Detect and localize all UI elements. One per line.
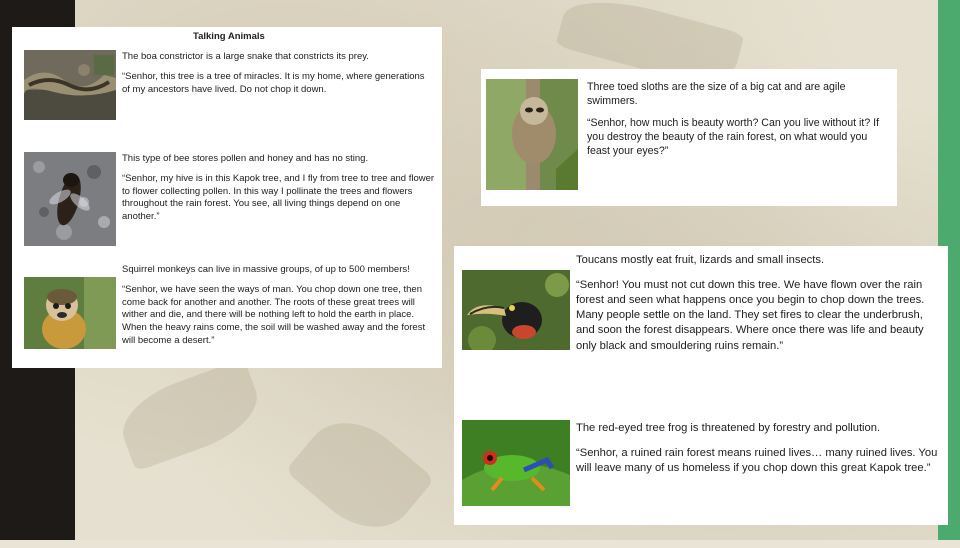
monkey-text [122, 264, 440, 355]
frog-quote: “Senhor, a ruined rain forest means ruined lives… many ruined lives. You will leave many of us homeless if you chop down this great Kapok tree.” [576, 447, 938, 475]
toucan-text [576, 253, 942, 361]
squirrel-monkey-photo [24, 277, 116, 349]
stingless-bee-photo [24, 152, 116, 246]
monkey-quote: “Senhor, we have seen the ways of man. You chop down one tree, then come back for another and another. The roots of these great trees will wither and die, and there will be nothing left to hold the earth in place. When the heavy rains come, the soil will be washed away and the forest will become a desert.” [122, 283, 426, 347]
bee-quote: “Senhor, my hive is in this Kapok tree, and I fly from tree to tree and flower to flower collecting pollen. In this way I pollinate the trees and flowers throughout the rain forest. You see, all living things depend on one another.” [122, 172, 435, 223]
talking-animals-panel [12, 27, 442, 368]
boa-quote: “Senhor, this tree is a tree of miracles. It is my home, where generations of my ancestors have lived. Do not chop it down. [122, 70, 425, 95]
sloth-panel [481, 69, 897, 206]
frog-fact: The red-eyed tree frog is threatened by forestry and pollution. [576, 422, 881, 434]
three-toed-sloth-photo [486, 79, 578, 190]
toucan-photo [462, 270, 570, 350]
sloth-quote: “Senhor, how much is beauty worth? Can you live without it? If you destroy the beauty of the rain forest, on what would you feast your eyes?” [587, 116, 880, 158]
panel-title: Talking Animals [193, 31, 265, 42]
frog-text [576, 421, 942, 483]
sloth-text [587, 80, 893, 165]
boa-text [122, 51, 434, 103]
red-eyed-tree-frog-photo [462, 420, 570, 506]
bee-text [122, 153, 440, 231]
rainforest-animals-panel [454, 246, 948, 525]
toucan-quote: “Senhor! You must not cut down this tree. We have flown over the rain forest and seen what happens once you begin to chop down the trees. Many people settle on the land. They set fires to clear the underbrush, and soon the forest disappears. Where once there was life and beauty only black and smouldering ruins remain.” [576, 279, 925, 352]
bee-fact: This type of bee stores pollen and honey and has no sting. [122, 153, 369, 164]
boa-fact: The boa constrictor is a large snake that constricts its prey. [122, 51, 369, 62]
monkey-fact: Squirrel monkeys can live in massive groups, of up to 500 members! [122, 264, 410, 275]
sloth-fact: Three toed sloths are the size of a big cat and are agile swimmers. [587, 81, 846, 108]
toucan-fact: Toucans mostly eat fruit, lizards and small insects. [576, 254, 825, 266]
boa-constrictor-photo [24, 50, 116, 120]
